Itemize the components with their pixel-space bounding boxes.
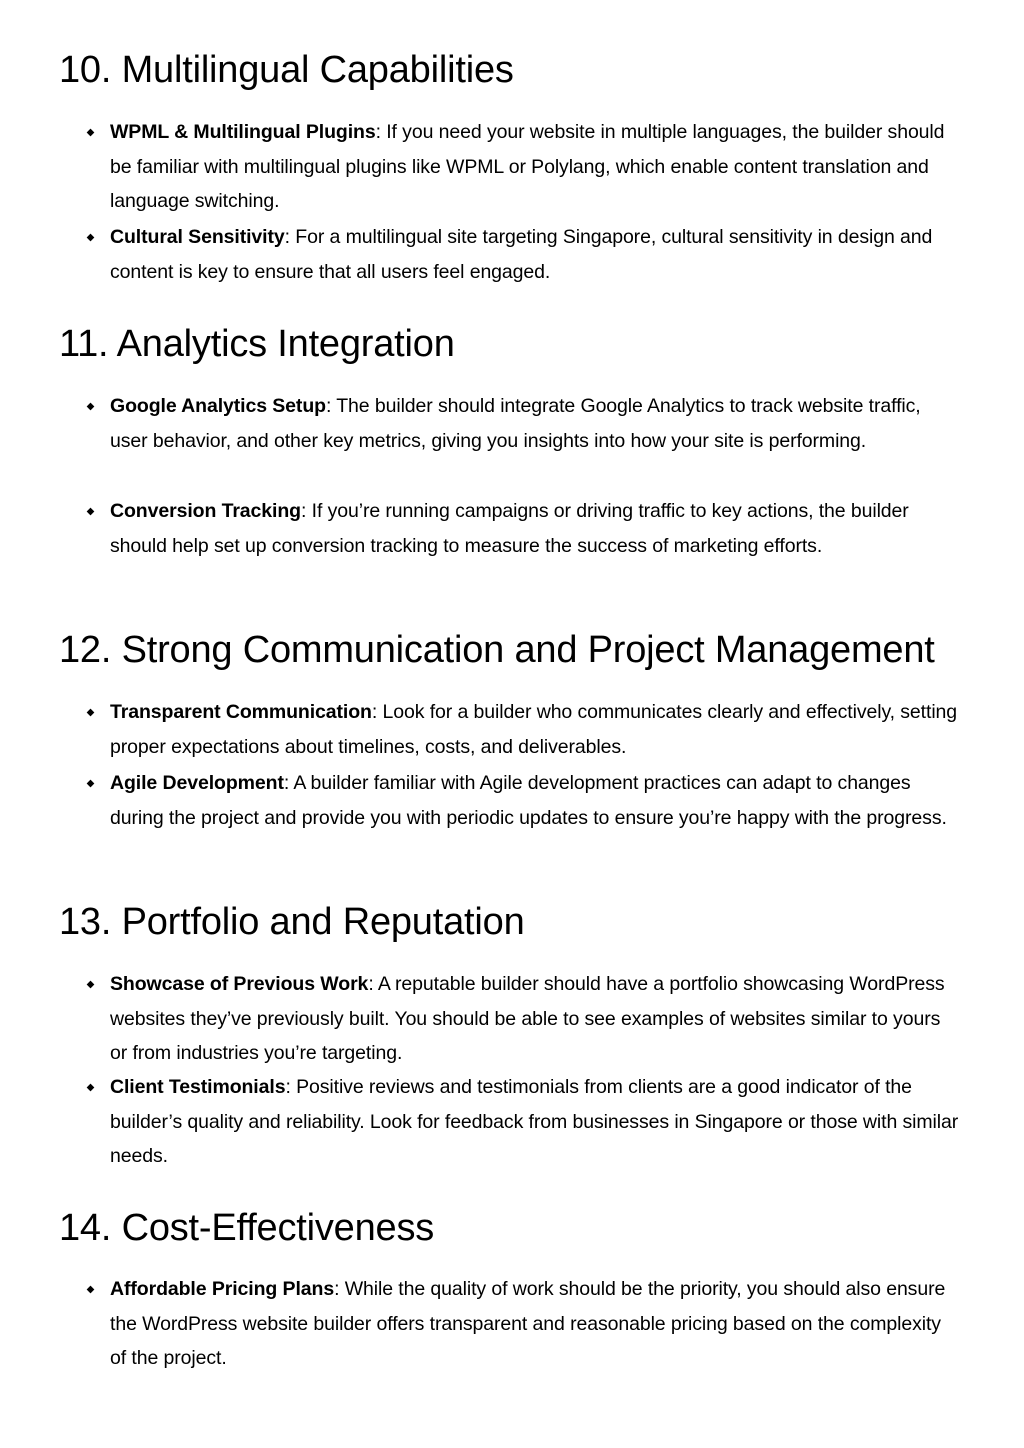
bullet-text <box>110 389 960 458</box>
bullet-description: : Positive reviews and testimonials from clients are a good indicator of the builder’s quality and reliability. Look for feedback from businesses in Singapore or those with similar needs. <box>110 1076 959 1167</box>
bullet-term: Affordable Pricing Plans <box>110 1278 335 1300</box>
bullet-text <box>110 695 960 764</box>
bullet-term: Conversion Tracking <box>110 500 301 522</box>
bullet-text <box>110 967 960 1071</box>
bullet-description: : If you’re running campaigns or driving traffic to key actions, the builder should help set up conversion tracking to measure the success of marketing efforts. <box>110 500 909 557</box>
section-heading: 12. Strong Communication and Project Management <box>59 629 935 671</box>
bullet-text <box>110 220 960 289</box>
bullet-text <box>110 494 960 563</box>
diamond-bullet-icon <box>85 401 96 412</box>
bullet-description: : While the quality of work should be the priority, you should also ensure the WordPress website builder offers transparent and reasonable pricing based on the complexity of the project. <box>110 1278 946 1369</box>
section-heading: 11. Analytics Integration <box>59 323 455 365</box>
bullet-term: Cultural Sensitivity <box>110 226 285 248</box>
bullet-term: WPML & Multilingual Plugins <box>110 121 376 143</box>
bullet-term: Agile Development <box>110 772 284 794</box>
bullet-description: : The builder should integrate Google Analytics to track website traffic, user behavior, and other key metrics, giving you insights into how your site is performing. <box>110 395 921 452</box>
diamond-bullet-icon <box>85 707 96 718</box>
bullet-description: : A builder familiar with Agile development practices can adapt to changes during the project and provide you with periodic updates to ensure you’re happy with the progress. <box>110 772 947 829</box>
section-heading: 13. Portfolio and Reputation <box>59 901 525 943</box>
bullet-description: : If you need your website in multiple languages, the builder should be familiar with multilingual plugins like WPML or Polylang, which enable content translation and language switching. <box>110 121 945 212</box>
diamond-bullet-icon <box>85 1284 96 1295</box>
bullet-text <box>110 1272 960 1376</box>
bullet-description: : For a multilingual site targeting Singapore, cultural sensitivity in design and content is key to ensure that all users feel engaged. <box>110 226 933 283</box>
bullet-term: Showcase of Previous Work <box>110 973 369 995</box>
section-heading: 10. Multilingual Capabilities <box>59 49 514 91</box>
bullet-text <box>110 1070 960 1174</box>
diamond-bullet-icon <box>85 1082 96 1093</box>
bullet-description: : A reputable builder should have a portfolio showcasing WordPress websites they’ve previously built. You should be able to see examples of websites similar to yours or from industries you’re targeting. <box>110 973 945 1064</box>
bullet-description: : Look for a builder who communicates clearly and effectively, setting proper expectations about timelines, costs, and deliverables. <box>110 701 958 758</box>
bullet-term: Transparent Communication <box>110 701 372 723</box>
bullet-text <box>110 115 960 219</box>
bullet-term: Google Analytics Setup <box>110 395 326 417</box>
diamond-bullet-icon <box>85 232 96 243</box>
bullet-term: Client Testimonials <box>110 1076 286 1098</box>
diamond-bullet-icon <box>85 506 96 517</box>
diamond-bullet-icon <box>85 127 96 138</box>
section-heading: 14. Cost-Effectiveness <box>59 1207 435 1249</box>
diamond-bullet-icon <box>85 778 96 789</box>
diamond-bullet-icon <box>85 979 96 990</box>
bullet-text <box>110 766 960 835</box>
